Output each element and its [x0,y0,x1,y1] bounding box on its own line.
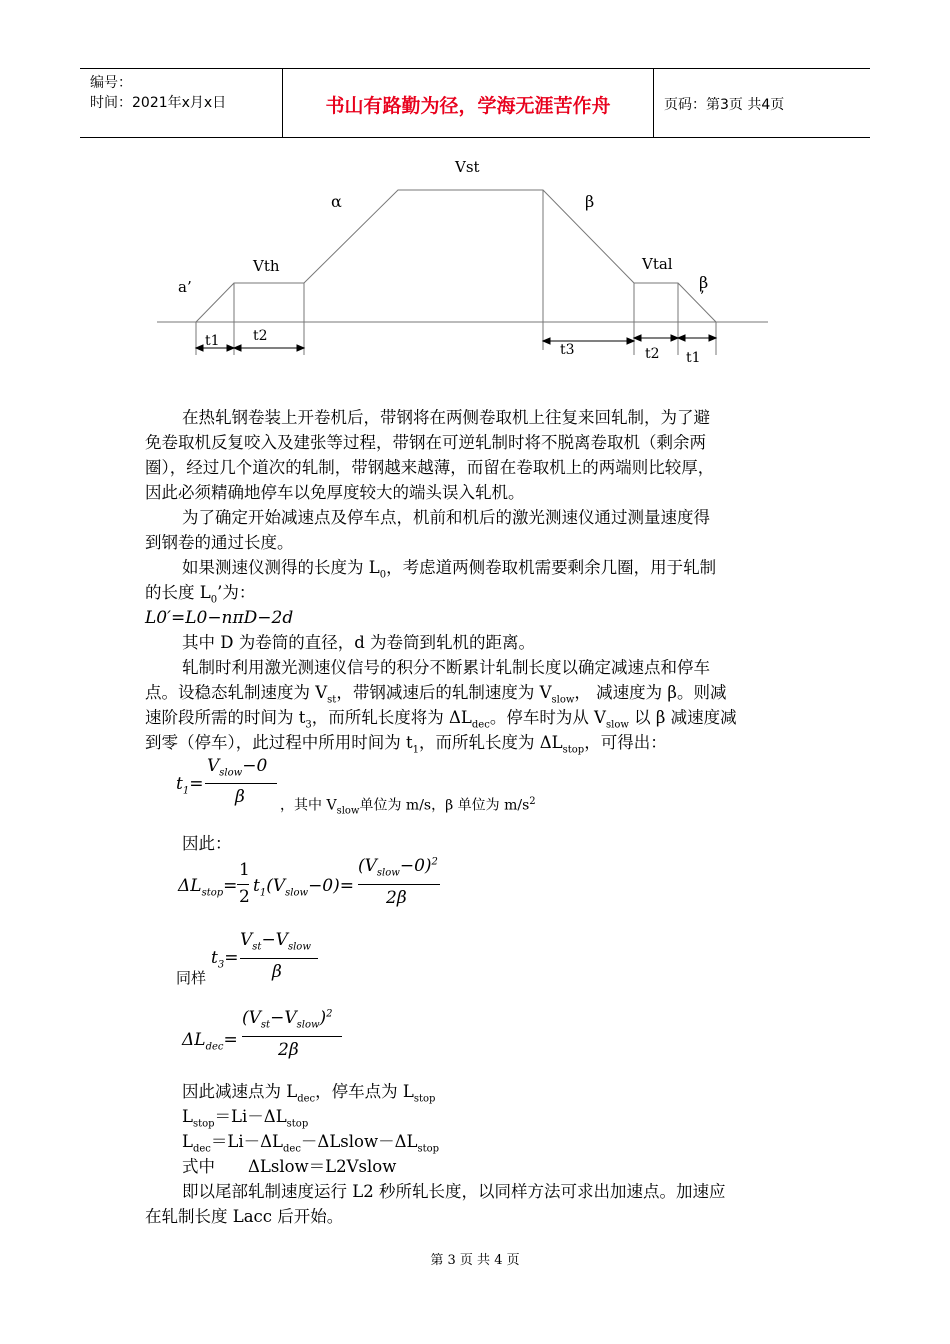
label-t2-right: t2 [645,346,660,362]
last-line2: 在轧制长度 Lacc 后开始。 [145,1207,344,1226]
f1-bar [205,783,277,784]
dimension-arrows [196,335,716,351]
page-footer: 第 3 页 共 4 页 [430,1253,520,1268]
para1-line2: 免卷取机反复咬入及建张等过程，带钢在可逆轧制时将不脱离卷取机（剩余两 [145,433,706,452]
ldec-formula: $L_{dec}=Li-\Delta L_{dec}-\Delta Lslow-\Delta L_{stop}$ [182,1132,440,1155]
label-t1-left: t1 [205,333,220,349]
label-beta: β [585,192,595,211]
date-label: 时间：2021年x月x日 [90,95,227,111]
last-line1: 即以尾部轧制速度运行 L2 秒所轧长度，以同样方法可求出加速点。加速应 [182,1182,726,1201]
f2-lhs: $\Delta L_{stop}=$ [178,876,238,899]
lstop-formula: $L_{stop}=Li-\Delta L_{stop}$ [182,1107,309,1130]
speed-curve [196,190,716,322]
same-label: 同样 [176,969,207,987]
f4-lhs: $\Delta L_{dec}=$ [182,1030,238,1053]
para5-line2: 点。设稳态轧制速度为 $V_{st}$，带钢减速后的轧制速度为 $V_{slow}$， 减速度为 β。则减 [145,683,727,706]
para5-line4: 到零（停车），此过程中所用时间为 $t_1$，而所轧长度为 $\Delta L_{stop}$，可得出： [145,733,667,756]
para4: 其中 D 为卷筒的直径，d 为卷筒到轧机的距离。 [182,633,536,652]
decel-point-line: 因此减速点为 $L_{dec}$，停车点为 $L_{stop}$ [182,1082,436,1105]
label-beta-prime: β [699,273,709,292]
f1-note: ，其中 $V_{slow}$单位为 m/s，β 单位为 $m/s^2$ [280,796,536,817]
motto: 书山有路勤为径，学海无涯苦作舟 [325,95,611,117]
label-alpha: α [331,192,342,211]
label-a-prime: a’ [178,278,192,296]
header-page-cell [654,69,870,137]
header-meta-cell [80,69,283,137]
code-label: 编号： [90,75,132,91]
para3-line1: 如果测速仪测得的长度为 $L_0$，考虑道两侧卷取机需要剩余几圈，用于轧制 [182,558,717,581]
speed-profile-diagram [150,150,780,375]
para1-line1: 在热轧钢卷装上开卷机后，带钢将在两侧卷取机上往复来回轧制，为了避 [182,408,710,427]
para5-line1: 轧制时利用激光测速仪信号的积分不断累计轧制长度以确定减速点和停车 [182,658,710,677]
therefore-label: 因此： [182,834,232,853]
where-line: 式中 ΔLslow＝L2Vslow [182,1157,397,1176]
header-motto-cell [283,69,654,137]
f1-lhs: $t_1=$ [176,774,204,797]
page-header [80,68,870,138]
label-t2-left: t2 [253,328,268,344]
f1-numerator: $V_{slow}-0$ [207,756,268,779]
formula-l0: L0′=L0−nπD−2d [145,608,294,628]
para3-line2: 的长度 $L_0$’为： [145,583,256,606]
f2-middle: $t_1(V_{slow}-0)=$ [253,876,354,899]
page-code: 页码：第3页 共4页 [664,97,785,113]
label-vth: Vth [253,257,280,275]
para2-line2: 到钢卷的通过长度。 [145,533,294,552]
label-beta-prime-mark: ’ [700,289,705,305]
f1-denominator: β [235,787,245,807]
para5-line3: 速阶段所需的时间为 $t_3$，而所轧长度将为 $\Delta L_{dec}$。停车时为从 $V_{slow}$ 以 β 减速度减 [145,708,737,731]
label-t1-right: t1 [686,350,701,366]
label-t3: t3 [560,342,575,358]
para1-line3: 圈），经过几个道次的轧制，带钢越来越薄，而留在卷取机上的两端则比较厚， [145,458,715,477]
para2-line1: 为了确定开始减速点及停车点，机前和机后的激光测速仪通过测量速度得 [182,508,710,527]
para1-line4: 因此必须精确地停车以免厚度较大的端头误入轧机。 [145,483,525,502]
label-vst: Vst [455,158,480,176]
f3-lhs: $t_3=$ [211,948,239,971]
label-vtal: Vtal [642,255,673,273]
